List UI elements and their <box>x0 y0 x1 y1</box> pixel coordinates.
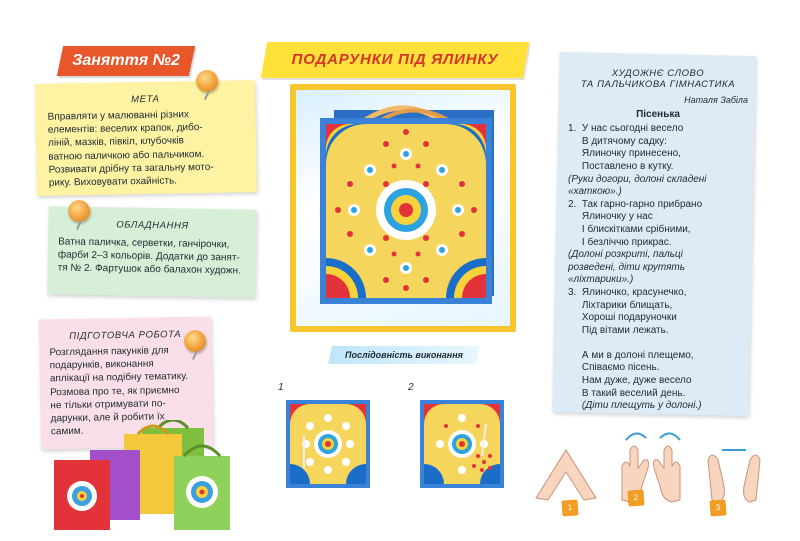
poem-line: В дитячому садку: <box>568 135 667 147</box>
center-target <box>376 180 436 240</box>
pushpin-icon <box>68 200 90 222</box>
equipment-text: Ватна паличка, серветки, ганчірочки, фарби 2–3 кольорів. Додатки до занят- тя № 2. Фартушок або балахон художн. <box>57 236 241 277</box>
hands-illustration <box>530 420 790 510</box>
clap-hand-left <box>708 455 724 502</box>
main-title-banner <box>261 42 529 78</box>
poem-line: Ліхтарики блищать, <box>568 299 673 311</box>
rotate-arrow-icon <box>660 433 680 440</box>
hand-step-number: 3 <box>709 499 726 516</box>
prep-text: Розглядання пакунків для подарунків, виконання аплікації на подібну тематику. Розмова про те, як приємно не тільки отримувати по- дарунки, але й робити їх самим. <box>49 345 189 438</box>
prep-title: ПІДГОТОВЧА РОБОТА <box>69 329 182 342</box>
poem-line: (Діти плещуть у долоні.) <box>568 400 702 412</box>
poem-line: розведені, діти крутять <box>568 261 685 273</box>
equipment-title: ОБЛАДНАННЯ <box>116 219 189 232</box>
poem-author: Наталя Забіла <box>684 95 748 105</box>
hands-roof-gesture <box>536 450 596 500</box>
pushpin-icon <box>196 70 218 92</box>
poem-line: Ялиночку у нас <box>568 211 653 223</box>
poem-line: «хаткою».) <box>568 186 622 198</box>
poem-line: 2. Так гарно-гарно прибрано <box>568 198 703 210</box>
sequence-label: Послідовність виконання <box>328 346 480 364</box>
poem-line: Нам дуже, дуже весело <box>568 375 692 387</box>
poem-line: Ялиночку принесено, <box>568 148 681 160</box>
pushpin-icon <box>184 330 206 352</box>
poem-line: 3. Ялиночко, красунечко, <box>568 286 687 298</box>
poem-line: Під вітами лежать. <box>568 324 669 336</box>
poem-header-1: ХУДОЖНЄ СЛОВО <box>611 68 705 79</box>
open-hand-right <box>654 446 681 502</box>
gift-bag-picture <box>290 84 516 332</box>
gift-bags-illustration <box>50 420 236 532</box>
step-2-picture <box>416 396 508 492</box>
poem-line: «ліхтарики».) <box>568 274 634 286</box>
poem-line: І блискітками срібними, <box>568 223 691 235</box>
clap-hand-right <box>744 455 760 502</box>
hand-step-number: 2 <box>627 489 644 506</box>
goal-card <box>35 80 257 196</box>
goal-title: МЕТА <box>130 93 160 106</box>
poem-content <box>568 68 748 413</box>
poem-line: В такий веселий день. <box>568 387 686 399</box>
poem-line: (Руки догори, долоні складені <box>568 173 707 185</box>
poem-line: (Долоні розкриті, пальці <box>568 249 683 261</box>
light-green-bag <box>174 446 230 530</box>
poem-line: Співаємо пісень. <box>568 362 660 374</box>
poem-line: А ми в долоні плещемо, <box>568 349 694 361</box>
poem-line <box>568 337 748 350</box>
goal-text: Вправляти у малюванні різних елементів: веселих крапок, дибо- ліній, мазків, півкіл, клубочків ватною паличкою або пальчиком. Розвивати дрібну та загальну мото- рику. Виховувати охайність. <box>47 109 214 189</box>
lesson-banner <box>57 46 195 76</box>
main-picture-frame <box>290 84 516 332</box>
poem-header-2: ТА ПАЛЬЧИКОВА ГІМНАСТИКА <box>580 79 736 90</box>
poem-line: Поставлено в кутку. <box>568 160 674 172</box>
main-title: ПОДАРУНКИ ПІД ЯЛИНКУ <box>291 51 499 68</box>
poem-song-title: Пісенька <box>636 108 680 120</box>
poem-line: Хороші подаруночки <box>568 312 677 324</box>
rotate-arrow-icon <box>626 433 646 440</box>
poem-line: І безліччю прикрас. <box>568 236 672 248</box>
hand-step-number: 1 <box>561 499 578 516</box>
poem-lines <box>568 123 748 413</box>
lesson-label: Заняття №2 <box>72 52 180 69</box>
red-bag <box>54 460 110 530</box>
step-number: 1 <box>278 382 284 393</box>
step-1-picture <box>282 396 374 492</box>
step-number: 2 <box>408 382 414 393</box>
poem-line: 1. У нас сьогодні весело <box>568 123 684 135</box>
